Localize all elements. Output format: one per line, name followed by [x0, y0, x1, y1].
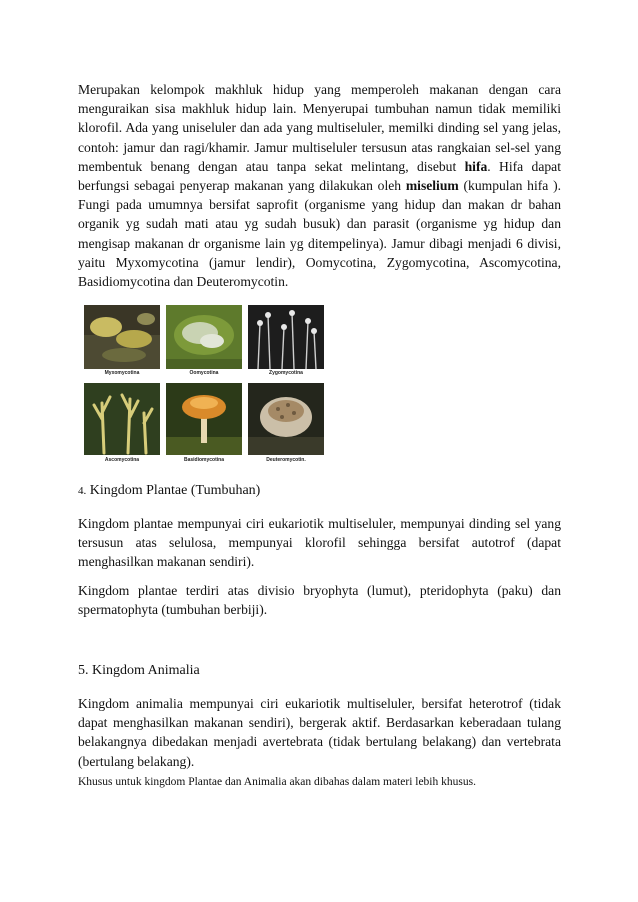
fungi-text-part-1: Merupakan kelompok makhluk hidup yang memperoleh makanan dengan cara menguraikan sisa makhluk hidup lain. Menyerupai tumbuhan namun tidak memiliki klorofil. Ada yang uniseluler dan ada yang multiseluler, memilki dinding sel yang jelas, contoh: jamur dan ragi/khamir. Jamur multiseluler tersusun atas rangkaian sel-sel yang membentuk benang dengan atau tanpa sekat melintang, disebut: [78, 82, 561, 174]
heading-number: 4.: [78, 485, 87, 497]
myxomycotina-photo: [84, 305, 160, 377]
note-text: Khusus untuk kingdom Plantae dan Animalia akan dibahas dalam materi lebih khusus.: [78, 776, 476, 788]
fungi-text-part-2: . Hifa dapat berfungsi sebagai penyerap makanan yang dilakukan oleh: [78, 158, 561, 194]
oomycotina-photo: [166, 305, 242, 377]
zygomycotina-photo: [248, 305, 324, 377]
miselium-term: miselium: [405, 178, 459, 194]
animalia-paragraph: Kingdom animalia mempunyai ciri eukariotik multiseluler, bersifat heterotrof (tidak dapat menghasilkan makanan sendiri), bergerak aktif. Berdasarkan keberadaan tulang belakangnya dibedakan menjadi avertebrata (tidak bertulang belakang) dan vertebrata (bertulang belakang).: [78, 696, 561, 769]
deuteromycotin-photo: [248, 383, 324, 455]
fungi-divisions-figure: [84, 305, 328, 465]
caption-basidiomycotina: Basidiomycotina: [183, 457, 224, 463]
kingdom-plantae-heading: [78, 483, 260, 499]
kingdom-animalia-heading: 5. Kingdom Animalia: [78, 663, 200, 678]
heading-title: Kingdom Plantae (Tumbuhan): [89, 483, 261, 498]
fungi-text-part-3: (kumpulan hifa ). Fungi pada umumnya bersifat saprofit (organisme yang hidup dan makan dr bahan organik yg sudah mati atau yg sudah busuk) dan parasit (organisme yg hidup dan mengisap makanan dr organisme lain yg ditempelinya).: [78, 178, 561, 251]
fungi-divisions-text: Jamur dibagi menjadi 6 divisi, yaitu Myxomycotina (jamur lendir), Oomycotina, Zygomycotina, Ascomycotina, Basidiomycotina dan Deuteromycotin.: [78, 235, 561, 290]
caption-zygomycotina: Zygomycotina: [269, 370, 303, 376]
ascomycotina-photo: [84, 383, 160, 455]
plantae-paragraph-2: Kingdom plantae terdiri atas divisio bryophyta (lumut), pteridophyta (paku) dan spermatophyta (tumbuhan berbiji).: [78, 583, 561, 618]
caption-deuteromycotin: Deuteromycotin.: [266, 457, 306, 463]
caption-oomycotina: Oomycotina: [189, 370, 219, 376]
caption-ascomycotina: Ascomycotina: [104, 457, 140, 463]
hifa-term: hifa: [464, 158, 488, 174]
basidiomycotina-photo: [166, 383, 242, 455]
plantae-paragraph-1: Kingdom plantae mempunyai ciri eukariotik multiseluler, mempunyai dinding sel yang tersusun atas selulosa, mempunyai klorofil sehingga bersifat autotrof (dapat menghasilkan makanan sendiri).: [78, 516, 561, 570]
fungi-description-paragraph: [78, 80, 561, 291]
caption-myxomycotina: Myxomycotina: [104, 370, 140, 376]
